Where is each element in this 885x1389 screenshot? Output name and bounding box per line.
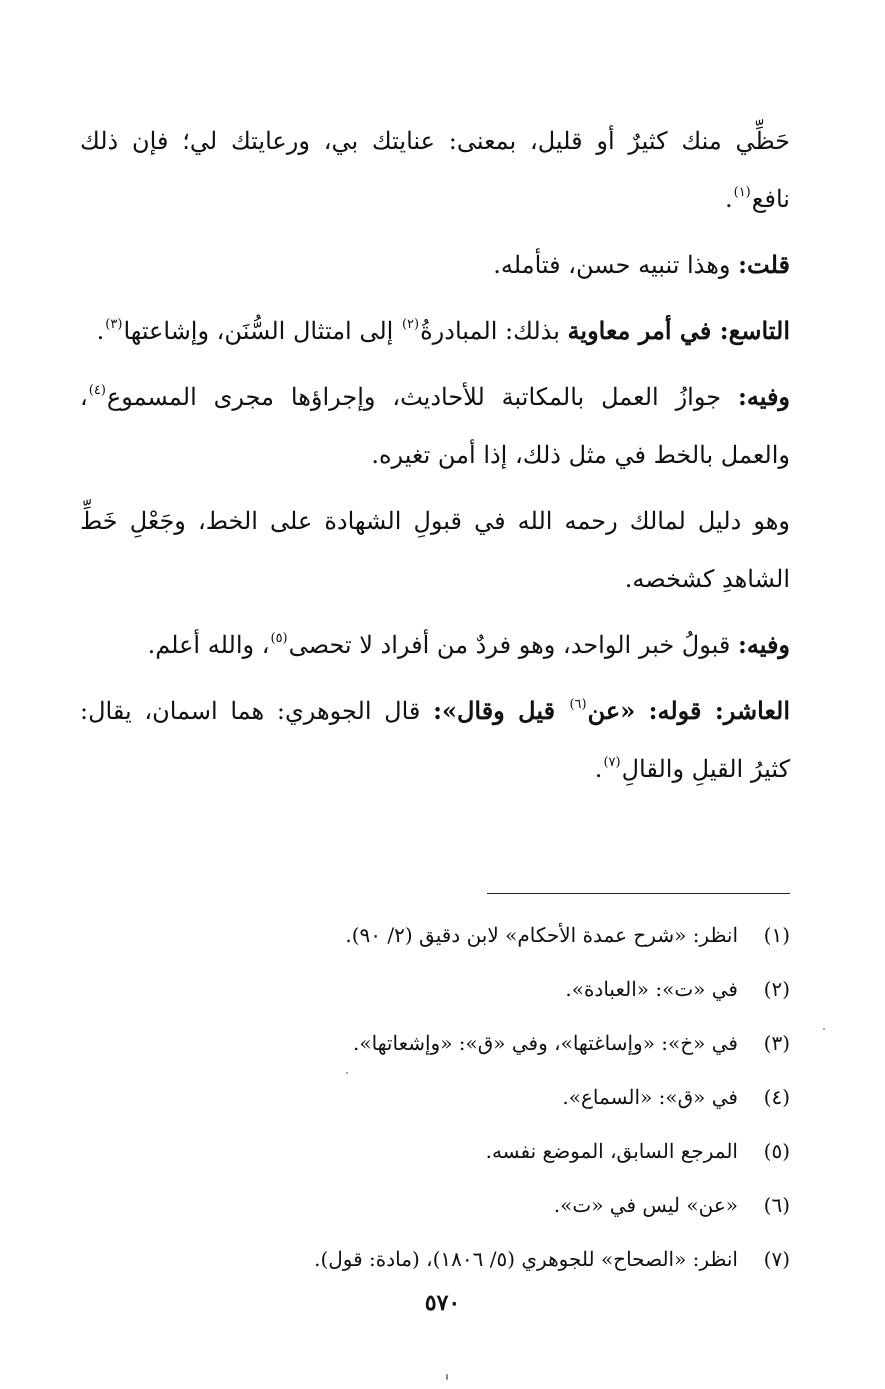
footnote-number: (٣) (763, 1031, 790, 1055)
footnote-text: انظر: «شرح عمدة الأحكام» لابن دقيق (٢/ ٩٠). (345, 923, 738, 947)
footnote-6 (120, 1178, 790, 1232)
footnote-2 (120, 962, 790, 1016)
footnote-ref-7[interactable]: (٧) (603, 755, 621, 770)
footnote-number: (٥) (763, 1139, 790, 1163)
footnote-text: انظر: «الصحاح» للجوهري (٥/ ١٨٠٦)، (مادة: قول). (314, 1247, 738, 1271)
paragraph-1 (80, 112, 790, 228)
footnote-7 (120, 1232, 790, 1286)
main-text (80, 112, 790, 798)
footnote-ref-2[interactable]: (٢) (401, 317, 420, 332)
scan-speck (346, 1072, 348, 1074)
footnote-number: (٢) (763, 977, 790, 1001)
paragraph-7-lead: العاشر: قوله: «عن (587, 696, 790, 725)
footnote-number: (١) (763, 923, 790, 947)
scan-speck (446, 1374, 448, 1380)
footnote-ref-6[interactable]: (٦) (569, 697, 587, 712)
scan-speck (823, 1028, 825, 1030)
paragraph-3-end: . (96, 317, 105, 345)
paragraph-7-end: . (594, 755, 603, 783)
paragraph-6-text-2: ، والله أعلم. (147, 631, 270, 659)
footnote-4 (120, 1070, 790, 1124)
paragraph-6-text-1: قبولُ خبر الواحد، وهو فردٌ من أفراد لا تحصى (288, 631, 738, 659)
paragraph-3 (80, 302, 790, 360)
page-number: ٥٧٠ (424, 1290, 461, 1316)
paragraph-5-text: وهو دليل لمالك رحمه الله في قبولِ الشهادة على الخط، وجَعْلِ خَطِّ الشاهدِ كشخصه. (80, 507, 790, 593)
paragraph-2 (80, 236, 790, 294)
paragraph-5 (80, 492, 790, 608)
footnote-number: (٧) (763, 1247, 790, 1271)
footnote-text: المرجع السابق، الموضع نفسه. (485, 1139, 738, 1163)
paragraph-2-lead: قلت: (738, 250, 790, 279)
footnote-text: «عن» ليس في «ت». (553, 1193, 738, 1217)
paragraph-3-text-1: بذلك: المبادرةُ (420, 317, 568, 345)
footnote-ref-5[interactable]: (٥) (270, 631, 288, 646)
footnote-1 (120, 908, 790, 962)
paragraph-4-text-1: جوازُ العمل بالمكاتبة للأحاديث، وإجراؤها مجرى المسموع (106, 383, 738, 411)
paragraph-7-text: قال الجوهري: هما اسمان، يقال: كثيرُ القيلِ والقالِ (80, 697, 790, 783)
paragraph-1-end: . (724, 185, 733, 213)
paragraph-7 (80, 682, 790, 798)
paragraph-6 (80, 616, 790, 674)
footnote-text: في «خ»: «وإساغتها»، وفي «ق»: «وإشعاتها». (353, 1031, 738, 1055)
paragraph-4-text-2: ، والعمل بالخط في مثل ذلك، إذا أمن تغيره. (80, 383, 790, 469)
paragraph-1-text: حَظِّي منك كثيرٌ أو قليل، بمعنى: عنايتك بي، ورعايتك لي؛ فإن ذلك نافع (80, 127, 790, 213)
paragraph-7-lead-2: قيل وقال»: (433, 696, 569, 725)
footnote-ref-4[interactable]: (٤) (88, 383, 106, 398)
footnotes (120, 908, 790, 1286)
footnote-separator (487, 893, 790, 894)
footnote-ref-1[interactable]: (١) (733, 185, 751, 200)
paragraph-3-lead: التاسع: في أمر معاوية (567, 316, 790, 345)
footnote-5 (120, 1124, 790, 1178)
paragraph-4-lead: وفيه: (737, 382, 790, 411)
paragraph-4 (80, 368, 790, 484)
footnote-3 (120, 1016, 790, 1070)
paragraph-2-text: وهذا تنبيه حسن، فتأمله. (493, 251, 739, 279)
paragraph-3-text-2: إلى امتثال السُّنَن، وإشاعتها (123, 317, 401, 345)
footnote-text: في «ت»: «العبادة». (565, 977, 738, 1001)
footnote-number: (٤) (763, 1085, 790, 1109)
footnote-text: في «ق»: «السماع». (562, 1085, 738, 1109)
paragraph-6-lead: وفيه: (737, 630, 790, 659)
footnote-ref-3[interactable]: (٣) (105, 317, 123, 332)
footnote-number: (٦) (763, 1193, 790, 1217)
